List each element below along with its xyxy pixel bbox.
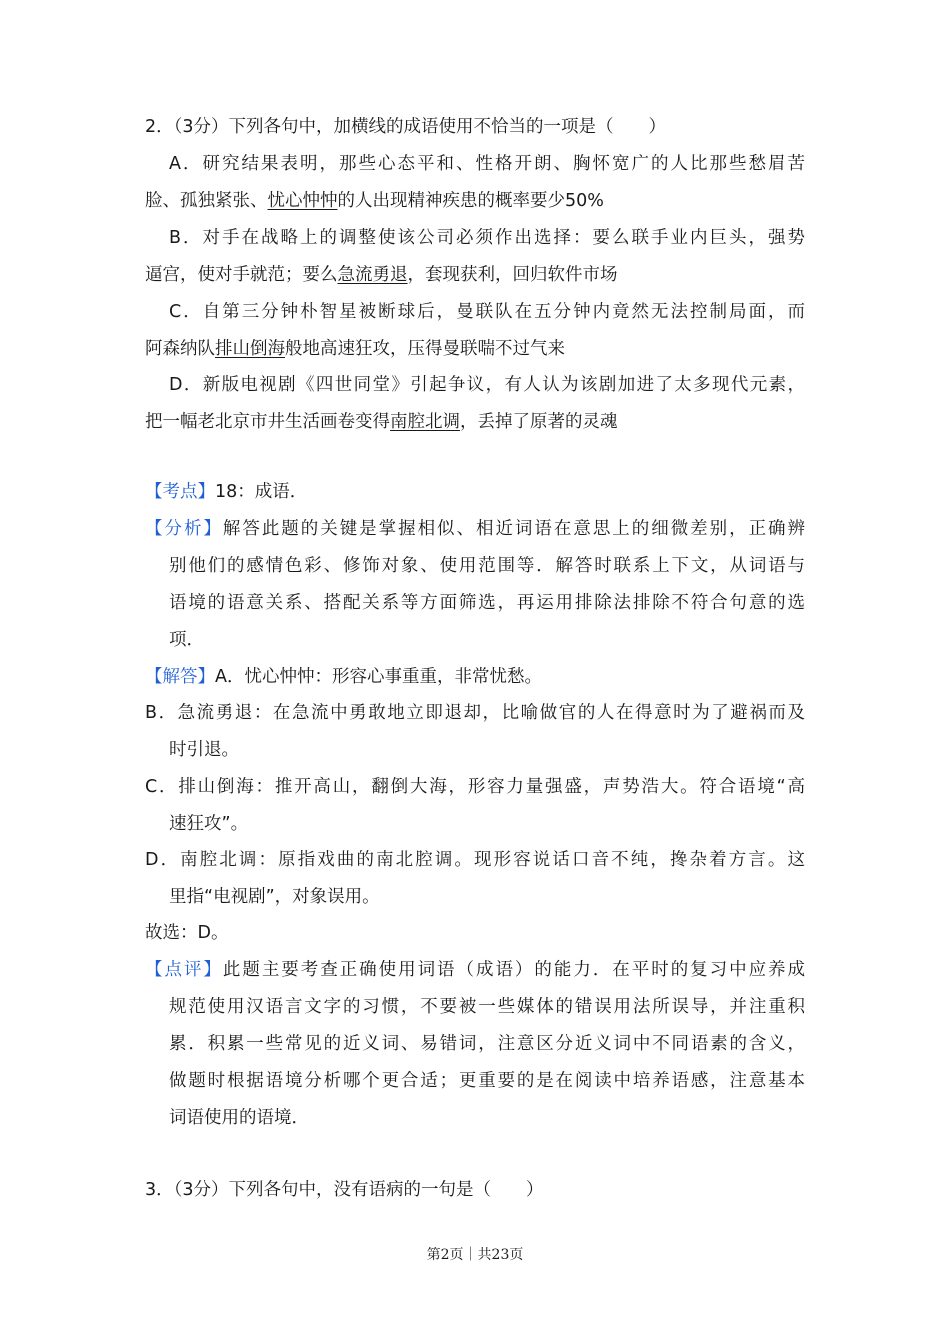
jieda-d: D．南腔北调：原指戏曲的南北腔调。现形容说话口音不纯，搀杂着方言。这: [145, 850, 805, 870]
fenxi-line: 别他们的感情色彩、修饰对象、使用范围等．解答时联系上下文，从词语与: [169, 556, 805, 576]
option-c: C．自第三分钟朴智星被断球后，曼联队在五分钟内竟然无法控制局面，而: [169, 302, 805, 322]
dianping-line: 做题时根据语境分析哪个更合适；更重要的是在阅读中培养语感，注意基本: [169, 1071, 805, 1091]
text: A．忧心忡忡：形容心事重重，非常忧愁。: [215, 667, 542, 687]
jieda-c: C．排山倒海：推开高山，翻倒大海，形容力量强盛，声势浩大。符合语境“高: [145, 777, 805, 797]
jieda-b-cont: 时引退。: [169, 740, 239, 760]
text: 般地高速狂攻，压得曼联喘不过气来: [285, 339, 565, 359]
jieda: [145, 665, 542, 689]
option-d-cont: [145, 410, 618, 434]
jieda-b: B．急流勇退：在急流中勇敢地立即退却，比喻做官的人在得意时为了避祸而及: [145, 703, 805, 723]
text: 脸、孤独紧张、: [145, 191, 268, 211]
dianping-line: 累．积累一些常见的近义词、易错词，注意区分近义词中不同语素的含义，: [169, 1034, 805, 1054]
section-tag: 【解答】: [145, 667, 215, 687]
answer: 故选：D。: [145, 923, 229, 943]
text: 把一幅老北京市井生活画卷变得: [145, 412, 390, 432]
underlined-idiom: 排山倒海: [215, 339, 285, 359]
fenxi-line: 项．: [169, 630, 204, 650]
question-3-stem: 3．（3分）下列各句中，没有语病的一句是（ ）: [145, 1180, 544, 1200]
kaodian: [145, 480, 307, 504]
option-c-cont: [145, 337, 565, 361]
section-tag: 【考点】: [145, 482, 215, 502]
section-tag: 【点评】: [145, 960, 223, 980]
fenxi-line: 语境的语意关系、搭配关系等方面筛选，再运用排除法排除不符合句意的选: [169, 593, 805, 613]
dianping-line: 词语使用的语境．: [169, 1108, 309, 1128]
question-stem: 2．（3分）下列各句中，加横线的成语使用不恰当的一项是（ ）: [145, 117, 667, 137]
dianping: [145, 958, 805, 982]
text: 阿森纳队: [145, 339, 215, 359]
text: ，套现获利，回归软件市场: [407, 265, 618, 285]
option-d: D．新版电视剧《四世同堂》引起争议，有人认为该剧加进了太多现代元素，: [169, 375, 805, 395]
option-a: A．研究结果表明，那些心态平和、性格开朗、胸怀宽广的人比那些愁眉苦: [169, 154, 805, 174]
underlined-idiom: 急流勇退: [337, 265, 408, 285]
text: 的人出现精神疾患的概率要少50%: [337, 191, 604, 211]
section-tag: 【分析】: [145, 519, 223, 539]
text: 18：成语．: [215, 482, 308, 502]
text: 解答此题的关键是掌握相似、相近词语在意思上的细微差别，正确辨: [222, 519, 806, 539]
option-a-cont: [145, 189, 604, 213]
underlined-idiom: 忧心忡忡: [267, 191, 338, 211]
page-footer: 第2页｜共23页: [426, 1247, 524, 1263]
jieda-c-cont: 速狂攻”。: [169, 814, 249, 834]
fenxi: [145, 517, 805, 541]
option-b: B．对手在战略上的调整使该公司必须作出选择：要么联手业内巨头，强势: [169, 228, 805, 248]
jieda-d-cont: 里指“电视剧”，对象误用。: [169, 887, 380, 907]
option-b-cont: [145, 263, 618, 287]
dianping-line: 规范使用汉语言文字的习惯，不要被一些媒体的错误用法所误导，并注重积: [169, 997, 805, 1017]
underlined-idiom: 南腔北调: [390, 412, 460, 432]
text: 此题主要考查正确使用词语（成语）的能力．在平时的复习中应养成: [222, 960, 806, 980]
text: 逼宫，使对手就范；要么: [145, 265, 338, 285]
text: ，丢掉了原著的灵魂: [460, 412, 618, 432]
